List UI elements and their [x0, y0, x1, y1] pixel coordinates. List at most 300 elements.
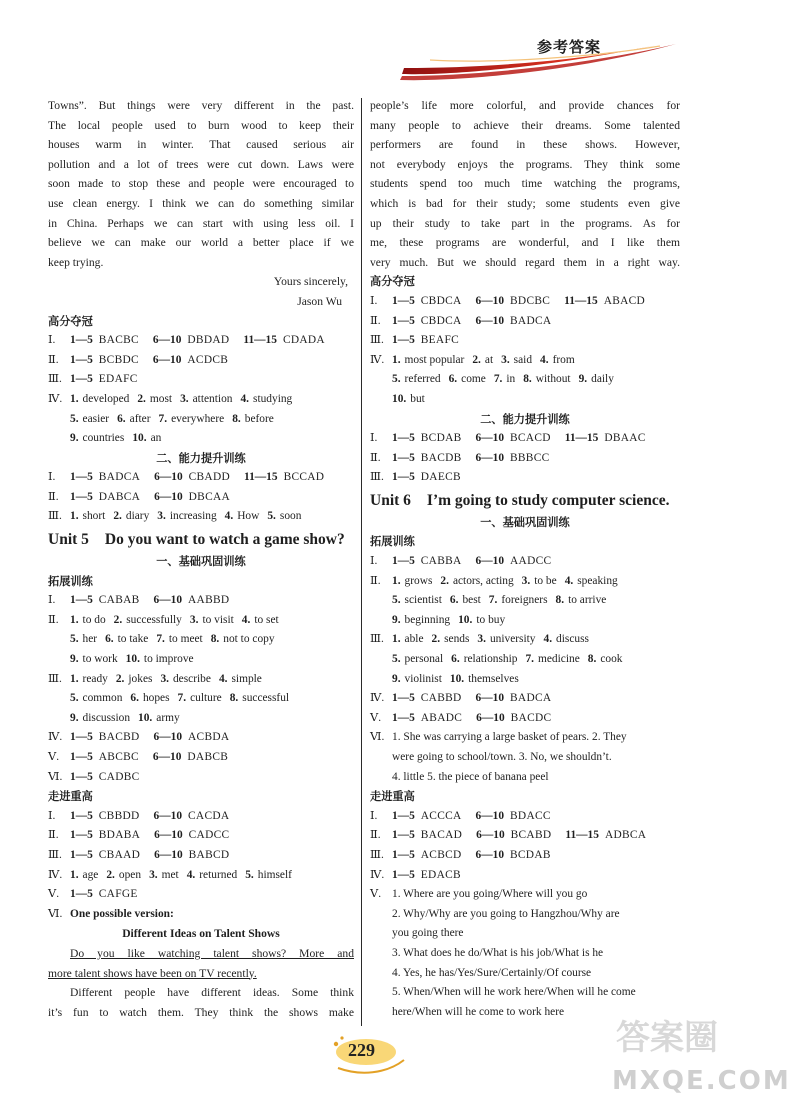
roman-numeral: Ⅱ. [370, 314, 381, 327]
fill-in-item [211, 630, 275, 650]
answer-row [370, 312, 680, 332]
question-range: 1—5 [392, 829, 415, 842]
unit-heading [48, 527, 354, 552]
answer-letters: BBBCC [510, 451, 550, 464]
answer-letters: CAFGE [98, 888, 138, 901]
item-answer: themselves [468, 672, 519, 685]
question-range: 1—5 [70, 770, 93, 783]
fill-in-answers [370, 630, 680, 689]
item-number: 5. [70, 412, 79, 425]
essay-line [48, 944, 354, 964]
answer-row [48, 468, 354, 488]
question-range: 11—15 [564, 432, 599, 445]
answer-row [370, 449, 680, 469]
item-answer: come [461, 373, 486, 386]
answer-row [48, 748, 354, 768]
answer-letters: DABCA [98, 490, 141, 503]
sentence-text: 1. She was carrying a large basket of pears. 2. They [392, 731, 627, 744]
fill-in-item [225, 507, 260, 527]
answer-letters: BACBD [98, 731, 140, 744]
question-range: 6—10 [476, 829, 505, 842]
essay-line: not everybody enjoys the programs. They think some [370, 157, 680, 171]
roman-numeral: Ⅲ. [48, 510, 62, 523]
item-number: 5. [245, 868, 254, 881]
essay-line [48, 964, 354, 984]
fill-in-item [540, 351, 575, 371]
roman-numeral: Ⅴ. [370, 711, 382, 724]
question-range: 1—5 [70, 809, 93, 822]
item-number: 5. [392, 653, 401, 666]
sentence-text: 2. Why/Why are you going to Hangzhou/Why are [392, 907, 620, 920]
answer-row [370, 552, 680, 572]
answer-rows [48, 331, 354, 390]
question-range: 11—15 [243, 334, 277, 347]
item-number: 2. [115, 672, 125, 685]
item-answer: increasing [169, 510, 217, 523]
answer-letters: BCDAB [510, 848, 551, 861]
roman-numeral: Ⅱ. [48, 490, 59, 503]
item-answer: to meet [168, 633, 203, 646]
fill-in-item [130, 689, 169, 709]
fill-in-item [117, 410, 150, 430]
sentence-line [370, 748, 680, 768]
item-answer: from [552, 353, 575, 366]
sentence-text: 3. What does he do/What is his job/What is he [392, 946, 604, 959]
item-answer: university [489, 633, 536, 646]
answer-rows [370, 429, 680, 488]
fill-in-item [70, 650, 118, 670]
roman-numeral: Ⅱ. [370, 829, 381, 842]
item-number: 2. [106, 868, 115, 881]
item-answer: in [506, 373, 516, 386]
fill-in-answers [48, 611, 354, 670]
question-range: 6—10 [475, 555, 505, 568]
item-number: 3. [160, 672, 169, 685]
answer-row [370, 709, 680, 729]
fill-in-row [370, 670, 680, 690]
item-answer: hopes [142, 692, 170, 705]
letter-closing: Yours sincerely, [273, 275, 348, 289]
answer-letters: ABACD [603, 294, 646, 307]
answer-letters: ABADC [420, 711, 463, 724]
sentence-text: 4. Yes, he has/Yes/Sure/Certainly/Of course [392, 966, 592, 979]
answer-letters: BADCA [510, 692, 552, 705]
item-answer: culture [190, 692, 222, 705]
question-range: 6—10 [154, 471, 183, 484]
fill-in-row [370, 351, 680, 371]
answer-row [48, 351, 354, 371]
watermark-text: MXQE.COM [612, 1066, 791, 1096]
item-answer: to improve [143, 653, 194, 666]
question-range: 6—10 [475, 692, 505, 705]
item-number: 6. [117, 412, 126, 425]
item-number: 7. [525, 653, 535, 666]
roman-numeral: Ⅰ. [370, 809, 378, 822]
item-answer: without [535, 373, 571, 386]
item-number: 2. [113, 510, 122, 523]
item-number: 4. [543, 633, 553, 646]
answer-row [370, 292, 680, 312]
question-range: 6—10 [152, 751, 182, 763]
fill-in-item [392, 591, 442, 611]
item-number: 7. [493, 373, 503, 386]
item-answer: returned [199, 868, 238, 881]
item-answer: army [156, 711, 180, 724]
item-answer: an [150, 432, 162, 445]
fill-in-item [156, 630, 202, 650]
unit-number: Unit 5 [48, 531, 89, 549]
item-number: 3. [501, 353, 510, 366]
item-number: 6. [451, 653, 460, 666]
sentence-line [370, 944, 680, 964]
answer-letters: ACBCD [420, 848, 462, 861]
fill-in-answers [48, 507, 354, 527]
item-answer: short [82, 510, 106, 523]
essay-line: me, these programs are wonderful, and I like them [370, 236, 680, 250]
item-number: 9. [70, 432, 79, 445]
question-range: 1—5 [392, 432, 415, 445]
sentence-line [370, 768, 680, 788]
answer-letters: ACDCB [187, 353, 229, 366]
fill-in-item [105, 630, 148, 650]
item-answer: to take [117, 633, 149, 646]
essay-line: up their study to take part in the programs. As for [370, 216, 680, 230]
item-answer: ready [82, 672, 108, 685]
item-answer: common [82, 692, 123, 705]
fill-in-item [70, 866, 98, 886]
fill-in-answers [48, 866, 354, 886]
roman-numeral: Ⅰ. [48, 594, 56, 607]
answer-row [48, 488, 354, 508]
item-answer: attention [192, 392, 233, 405]
item-answer: jokes [128, 672, 153, 685]
item-answer: scientist [404, 594, 442, 607]
answer-letters: CACDA [188, 809, 230, 822]
fill-in-item [70, 670, 108, 690]
roman-numeral: Ⅰ. [370, 432, 378, 445]
fill-in-item [525, 650, 579, 670]
section-title: 二、能力提升训练 [156, 451, 246, 465]
sentence-text: 1. Where are you going/Where will you go [392, 888, 588, 901]
item-answer: violinist [404, 672, 442, 685]
letter-line: use clean energy. I think we can do something similar [48, 196, 354, 210]
item-number: 3. [189, 613, 199, 626]
answer-row [48, 591, 354, 611]
fill-in-item [267, 507, 301, 527]
answer-row [48, 591, 354, 611]
fill-in-item [579, 370, 614, 390]
answer-letters: BCDAB [420, 432, 462, 445]
section-title: 一、基础巩固训练 [480, 515, 570, 529]
item-number: 9. [70, 653, 79, 666]
subsection-title: 拓展训练 [48, 574, 93, 588]
fill-in-item [501, 351, 532, 371]
question-range: 1—5 [70, 490, 93, 503]
item-number: 6. [130, 692, 139, 705]
answer-row [370, 689, 680, 709]
answer-letters: AABBD [188, 594, 230, 607]
answer-letters: CABBA [420, 555, 462, 568]
item-number: 4. [540, 353, 549, 366]
item-answer: countries [82, 432, 125, 445]
fill-in-item [159, 410, 225, 430]
item-number: 2. [113, 613, 123, 626]
roman-numeral: Ⅰ. [370, 294, 378, 307]
fill-in-item [190, 611, 234, 631]
question-range: 1—5 [392, 711, 415, 724]
question-range: 1—5 [70, 594, 93, 607]
item-number: 9. [70, 711, 79, 724]
underlined-text: Do you like watching talent shows? More and [70, 946, 354, 960]
answer-letters: CBBDD [98, 809, 140, 822]
item-number: 8. [555, 594, 565, 607]
fill-in-item [70, 429, 124, 449]
fill-in-item [70, 630, 97, 650]
item-answer: said [513, 353, 533, 366]
fill-in-item [450, 591, 481, 611]
answer-letters: BACDB [420, 451, 462, 464]
answer-row [48, 370, 354, 390]
item-answer: after [129, 412, 151, 425]
fill-in-item [70, 611, 106, 631]
item-number: 4. [564, 574, 574, 587]
roman-numeral: Ⅴ. [370, 888, 382, 901]
item-answer: her [82, 633, 98, 646]
question-range: 6—10 [475, 809, 505, 822]
fill-in-answers [48, 390, 354, 449]
item-number: 2. [472, 353, 481, 366]
item-answer: to arrive [568, 594, 607, 607]
answer-letters: BDACC [510, 809, 551, 822]
answer-letters: EDAFC [98, 373, 138, 386]
fill-in-answers [370, 572, 680, 631]
question-range: 6—10 [153, 594, 183, 607]
sentence-text: you going there [392, 927, 464, 940]
roman-numeral: Ⅲ. [370, 633, 384, 646]
roman-numeral: Ⅲ. [370, 848, 384, 861]
question-range: 6—10 [475, 451, 505, 464]
essay-line: many people to achieve their dreams. Some talented [370, 118, 680, 132]
roman-numeral: Ⅲ. [48, 848, 62, 861]
section-title: 高分夺冠 [48, 314, 93, 328]
answer-row [370, 468, 680, 488]
item-number: 4. [224, 510, 234, 523]
item-number: 3. [180, 392, 189, 405]
question-range: 11—15 [565, 829, 599, 842]
item-number: 9. [392, 613, 401, 626]
question-range: 1—5 [70, 888, 93, 901]
question-range: 1—5 [392, 471, 415, 484]
answer-row [370, 331, 680, 351]
item-answer: diary [125, 510, 150, 523]
question-range: 1—5 [70, 829, 93, 842]
roman-numeral: Ⅰ. [370, 555, 378, 568]
item-number: 7. [158, 412, 168, 425]
question-range: 1—5 [70, 471, 93, 484]
fill-in-row [370, 630, 680, 650]
item-number: 9. [392, 672, 401, 685]
item-answer: relationship [463, 653, 518, 666]
question-range: 1—5 [392, 294, 415, 307]
item-answer: describe [172, 672, 211, 685]
sentence-answers [370, 728, 680, 787]
column-divider [361, 98, 362, 1026]
fill-in-item [137, 390, 172, 410]
answer-row [48, 331, 354, 351]
item-number: 2. [137, 392, 146, 405]
fill-in-item [449, 370, 486, 390]
unit-title: I’m going to study computer science. [426, 491, 670, 509]
roman-numeral: Ⅱ. [48, 353, 59, 366]
item-number: 6. [449, 594, 459, 607]
fill-in-row [370, 591, 680, 611]
roman-numeral: Ⅵ. [48, 770, 63, 783]
fill-in-row [48, 689, 354, 709]
fill-in-item [392, 670, 442, 690]
left-column [48, 96, 354, 1022]
fill-in-row [48, 670, 354, 690]
fill-in-item [245, 866, 292, 886]
fill-in-item [240, 390, 292, 410]
fill-in-item [114, 611, 182, 631]
item-number: 5. [392, 594, 401, 607]
item-answer: cook [600, 653, 623, 666]
item-number: 7. [177, 692, 187, 705]
item-number: 8. [232, 412, 241, 425]
item-answer: to do [82, 613, 106, 626]
answer-letters: DABCB [187, 751, 229, 763]
answer-letters: CBDCA [420, 314, 462, 327]
item-number: 4. [186, 868, 196, 881]
fill-in-item [392, 572, 432, 592]
item-answer: speaking [577, 574, 618, 587]
sentence-line [370, 728, 680, 748]
answer-row [48, 885, 354, 905]
fill-in-item [232, 410, 274, 430]
roman-numeral: Ⅵ. [48, 907, 63, 920]
sentence-line [370, 964, 680, 984]
fill-in-item [157, 507, 216, 527]
answer-row [48, 807, 354, 827]
item-answer: actors, acting [452, 574, 514, 587]
answer-row [370, 807, 680, 827]
item-number: 1. [392, 574, 401, 587]
fill-in-item [70, 507, 105, 527]
answer-letters: BEAFC [420, 334, 459, 347]
item-answer: personal [404, 653, 444, 666]
answer-letters: CDADA [282, 334, 325, 347]
essay-title: Different Ideas on Talent Shows [122, 927, 280, 941]
item-answer: at [484, 353, 494, 366]
roman-numeral: Ⅴ. [48, 888, 60, 901]
essay-line: performers are found in these shows. However, [370, 138, 680, 152]
item-answer: everywhere [171, 412, 225, 425]
fill-in-item [178, 689, 222, 709]
roman-numeral: Ⅲ. [370, 334, 384, 347]
answer-letters: BACDC [510, 711, 552, 724]
answer-letters: ADBCA [604, 829, 647, 842]
item-number: 7. [488, 594, 498, 607]
essay-line: which is bad for their study; some students even give [370, 196, 680, 210]
item-answer: discuss [556, 633, 589, 646]
fill-in-item [132, 429, 161, 449]
essay-line: it’s fun to watch them. They think the shows make [48, 1005, 354, 1019]
answer-letters: BCCAD [283, 471, 325, 484]
fill-in-item [472, 351, 493, 371]
essay-text [48, 944, 354, 1022]
letter-line: in China. Perhaps we can start with using less oil. I [48, 216, 354, 230]
answer-letters: ACBDA [188, 731, 230, 744]
answer-letters: BACAD [420, 829, 463, 842]
subsection-title: 拓展训练 [370, 535, 415, 549]
fill-in-item [392, 650, 443, 670]
fill-in-item [588, 650, 623, 670]
item-number: 1. [70, 613, 79, 626]
item-answer: to be [534, 574, 557, 587]
item-answer: before [244, 412, 274, 425]
item-number: 3. [521, 574, 531, 587]
item-number: 8. [229, 692, 239, 705]
fill-in-item [242, 611, 279, 631]
question-range: 1—5 [392, 334, 415, 347]
fill-in-row [370, 572, 680, 592]
sentence-text: were going to school/town. 3. No, we shouldn’t. [392, 751, 612, 763]
answer-row [370, 866, 680, 886]
item-answer: met [161, 868, 179, 881]
item-answer: foreigners [501, 594, 548, 607]
section-title: 二、能力提升训练 [480, 412, 570, 426]
answer-letters: CBAAD [98, 848, 141, 861]
answer-letters: BACBC [98, 334, 139, 347]
fill-in-item [219, 670, 262, 690]
item-answer: to visit [202, 613, 234, 626]
letter-line: houses warm in winter. That caused serious air [48, 138, 354, 152]
item-answer: simple [231, 672, 262, 685]
fill-in-row [48, 630, 354, 650]
roman-numeral: Ⅳ. [370, 353, 385, 366]
fill-in-item [523, 370, 570, 390]
answer-row [48, 728, 354, 748]
item-number: 5. [70, 633, 79, 646]
answer-row [370, 429, 680, 449]
roman-numeral: Ⅰ. [48, 334, 56, 347]
roman-numeral: Ⅲ. [48, 672, 62, 685]
answer-row [48, 846, 354, 866]
roman-numeral: Ⅲ. [370, 471, 384, 484]
item-number: 10. [449, 672, 465, 685]
question-range: 6—10 [475, 314, 505, 327]
writing-label: One possible version: [70, 907, 174, 920]
question-range: 6—10 [152, 353, 182, 366]
roman-numeral: Ⅴ. [48, 751, 60, 763]
item-answer: to work [82, 653, 118, 666]
answer-letters: CBDCA [420, 294, 462, 307]
writing-label-row [48, 905, 354, 925]
essay-text [370, 96, 680, 272]
fill-in-item [494, 370, 515, 390]
item-answer: successfully [126, 613, 182, 626]
fill-in-item [392, 370, 441, 390]
fill-in-row [48, 611, 354, 631]
watermark-logo: 答案圈 [616, 1018, 718, 1058]
fill-in-row [48, 390, 354, 410]
item-number: 5. [70, 692, 79, 705]
fill-in-item [106, 866, 141, 886]
answer-row [370, 846, 680, 866]
question-range: 6—10 [153, 731, 183, 744]
fill-in-item [70, 709, 130, 729]
subsection-title: 走进重高 [370, 790, 415, 804]
